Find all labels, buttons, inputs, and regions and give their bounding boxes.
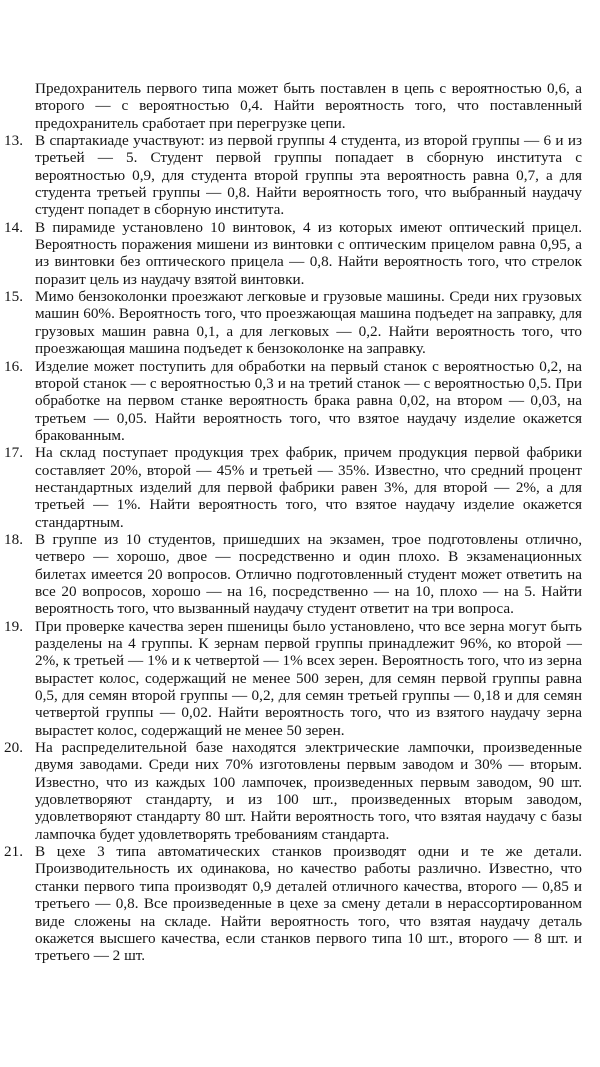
problem-text: На распределительной базе находятся электрические лампочки, произведенные двумя заводами. Среди них 70% изготовлены первым заводом и 30% — вторым. Известно, что из каждых 100 лампочек, произведенных первым заводом, 90 шт. удовлетворяют стандарту, и из 100 шт., произведенных вторым заводом, удовлетворяют стандарту 80 шт. Найти вероятность того, что взятая наудачу с базы лампочка будет удовлетворять требованиям стандарта. <box>35 739 582 843</box>
problem-18 <box>4 530 582 618</box>
problem-number: 20. <box>4 739 23 757</box>
problem-number: 15. <box>4 288 23 306</box>
problem-number: 13. <box>4 132 23 150</box>
problem-text: В пирамиде установлено 10 винтовок, 4 из которых имеют оптический прицел. Вероятность поражения мишени из винтовки с оптическим прицелом равна 0,95, а из винтовки без оптического прицела — 0,8. Найти вероятность того, что стрелок поразит цель из наудачу взятой винтовки. <box>35 218 582 288</box>
problem-number: 21. <box>4 843 23 861</box>
problem-text: В цехе 3 типа автоматических станков производят одни и те же детали. Производительность их одинакова, но качество работы различно. Известно, что станки первого типа производят 0,9 деталей отличного качества, второго — 0,85 и третьего — 0,8. Все произведенные в цехе за смену детали в нерассортированном виде сложены на складе. Найти вероятность того, что взятая наудачу деталь окажется высшего качества, если станков первого типа 10 шт., второго — 8 шт. и третьего — 2 шт. <box>35 843 582 965</box>
problem-20 <box>4 739 582 843</box>
problem-17 <box>4 444 582 531</box>
problem-12-continuation: Предохранитель первого типа может быть поставлен в цепь с вероятностью 0,6, а второго — с вероятностью 0,4. Найти вероятность того, что поставленный предохранитель сработает при перегрузке цепи. <box>35 80 582 132</box>
problem-text: В спартакиаде участвуют: из первой группы 4 студента, из второй группы — 6 и из третьей — 5. Студент первой группы попадает в сборную института с вероятностью 0,9, для студента второй группы эта вероятность равна 0,7, а для студента третьей группы — 0,8. Найти вероятность того, что выбранный наудачу студент попадет в сборную института. <box>35 132 582 219</box>
problem-14 <box>4 218 582 288</box>
problem-15 <box>4 288 582 358</box>
problem-number: 14. <box>4 218 23 236</box>
problem-number: 19. <box>4 617 23 635</box>
problem-number: 17. <box>4 444 23 462</box>
document-page <box>0 80 600 965</box>
problem-13 <box>4 132 582 219</box>
problem-text: Изделие может поступить для обработки на первый станок с вероятностью 0,2, на второй станок — с вероятностью 0,3 и на третий станок — с вероятностью 0,5. При обработке на первом станке вероятность брака равна 0,02, на втором — 0,03, на третьем — 0,05. Найти вероятность того, что взятое наудачу изделие окажется бракованным. <box>35 357 582 444</box>
problem-text: На склад поступает продукция трех фабрик, причем продукция первой фабрики составляет 20%, второй — 45% и третьей — 35%. Известно, что средний процент нестандартных изделий для первой фабрики равен 3%, для второй — 2%, а для третьей — 1%. Найти вероятность того, что взятое наудачу изделие окажется стандартным. <box>35 444 582 531</box>
problem-16 <box>4 357 582 445</box>
problem-19 <box>4 617 582 739</box>
problem-text: Мимо бензоколонки проезжают легковые и грузовые машины. Среди них грузовых машин 60%. Вероятность того, что проезжающая машина подъедет на заправку, для грузовых машин равна 0,1, а для легковых — 0,2. Найти вероятность того, что проезжающая машина подъедет к бензоколонке на заправку. <box>35 288 582 358</box>
problem-number: 18. <box>4 530 23 548</box>
problem-text: В группе из 10 студентов, пришедших на экзамен, трое подготовлены отлично, четверо — хорошо, двое — посредственно и один плохо. В экзаменационных билетах имеется 20 вопросов. Отлично подготовленный студент может ответить на все 20 вопросов, хорошо — на 16, посредственно — на 10, плохо — на 5. Найти вероятность того, что вызванный наудачу студент ответит на три вопроса. <box>35 530 582 618</box>
problem-number: 16. <box>4 357 23 375</box>
problem-21 <box>4 843 582 965</box>
problem-text: При проверке качества зерен пшеницы было установлено, что все зерна могут быть разделены на 4 группы. К зернам первой группы принадлежит 96%, ко второй — 2%, к третьей — 1% и к четвертой — 1% всех зерен. Вероятность того, что из зерна вырастет колос, содержащий не менее 500 зерен, для семян первой группы равна 0,5, для семян второй группы — 0,2, для семян третьей группы — 0,18 и для семян четвертой группы — 0,02. Найти вероятность того, что из взятого наудачу зерна вырастет колос, содержащий не менее 50 зерен. <box>35 617 582 739</box>
